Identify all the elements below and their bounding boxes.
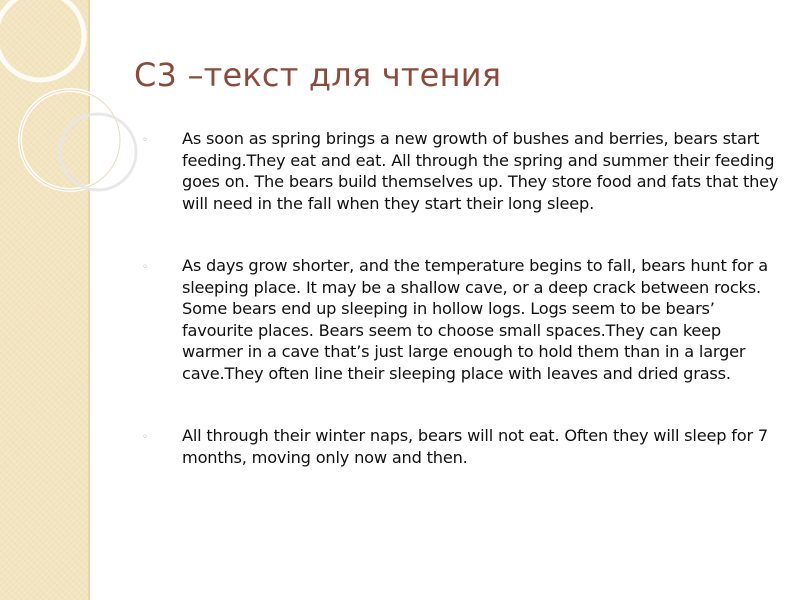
bullet-text: All through their winter naps, bears will not eat. Often they will sleep for 7 months, moving only now and then. xyxy=(182,426,768,467)
bullet-marker-icon: ◦ xyxy=(142,135,148,146)
circle-rings-icon xyxy=(0,0,160,240)
bullet-text: As soon as spring brings a new growth of bushes and berries, bears start feeding.They eat and eat. All through the spring and summer their feeding goes on. The bears build themselves up. They store food and fats that they will need in the fall when they start their long sleep. xyxy=(182,129,779,213)
bullet-item xyxy=(140,425,780,468)
bullet-item xyxy=(140,255,780,384)
bullet-marker-icon: ◦ xyxy=(142,262,148,273)
bullet-marker-icon: ◦ xyxy=(142,432,148,443)
bullet-list xyxy=(140,128,780,468)
bullet-text: As days grow shorter, and the temperature begins to fall, bears hunt for a sleeping place. It may be a shallow cave, or a deep crack between rocks. Some bears end up sleeping in hollow logs. Logs seem to be bears’ favourite places. Bears seem to choose small spaces.They can keep warmer in a cave that’s just large enough to hold them than in a larger cave.They often line their sleeping place with leaves and dried grass. xyxy=(182,256,768,383)
bullet-item xyxy=(140,128,780,214)
slide-title: C3 –текст для чтения xyxy=(134,56,502,94)
